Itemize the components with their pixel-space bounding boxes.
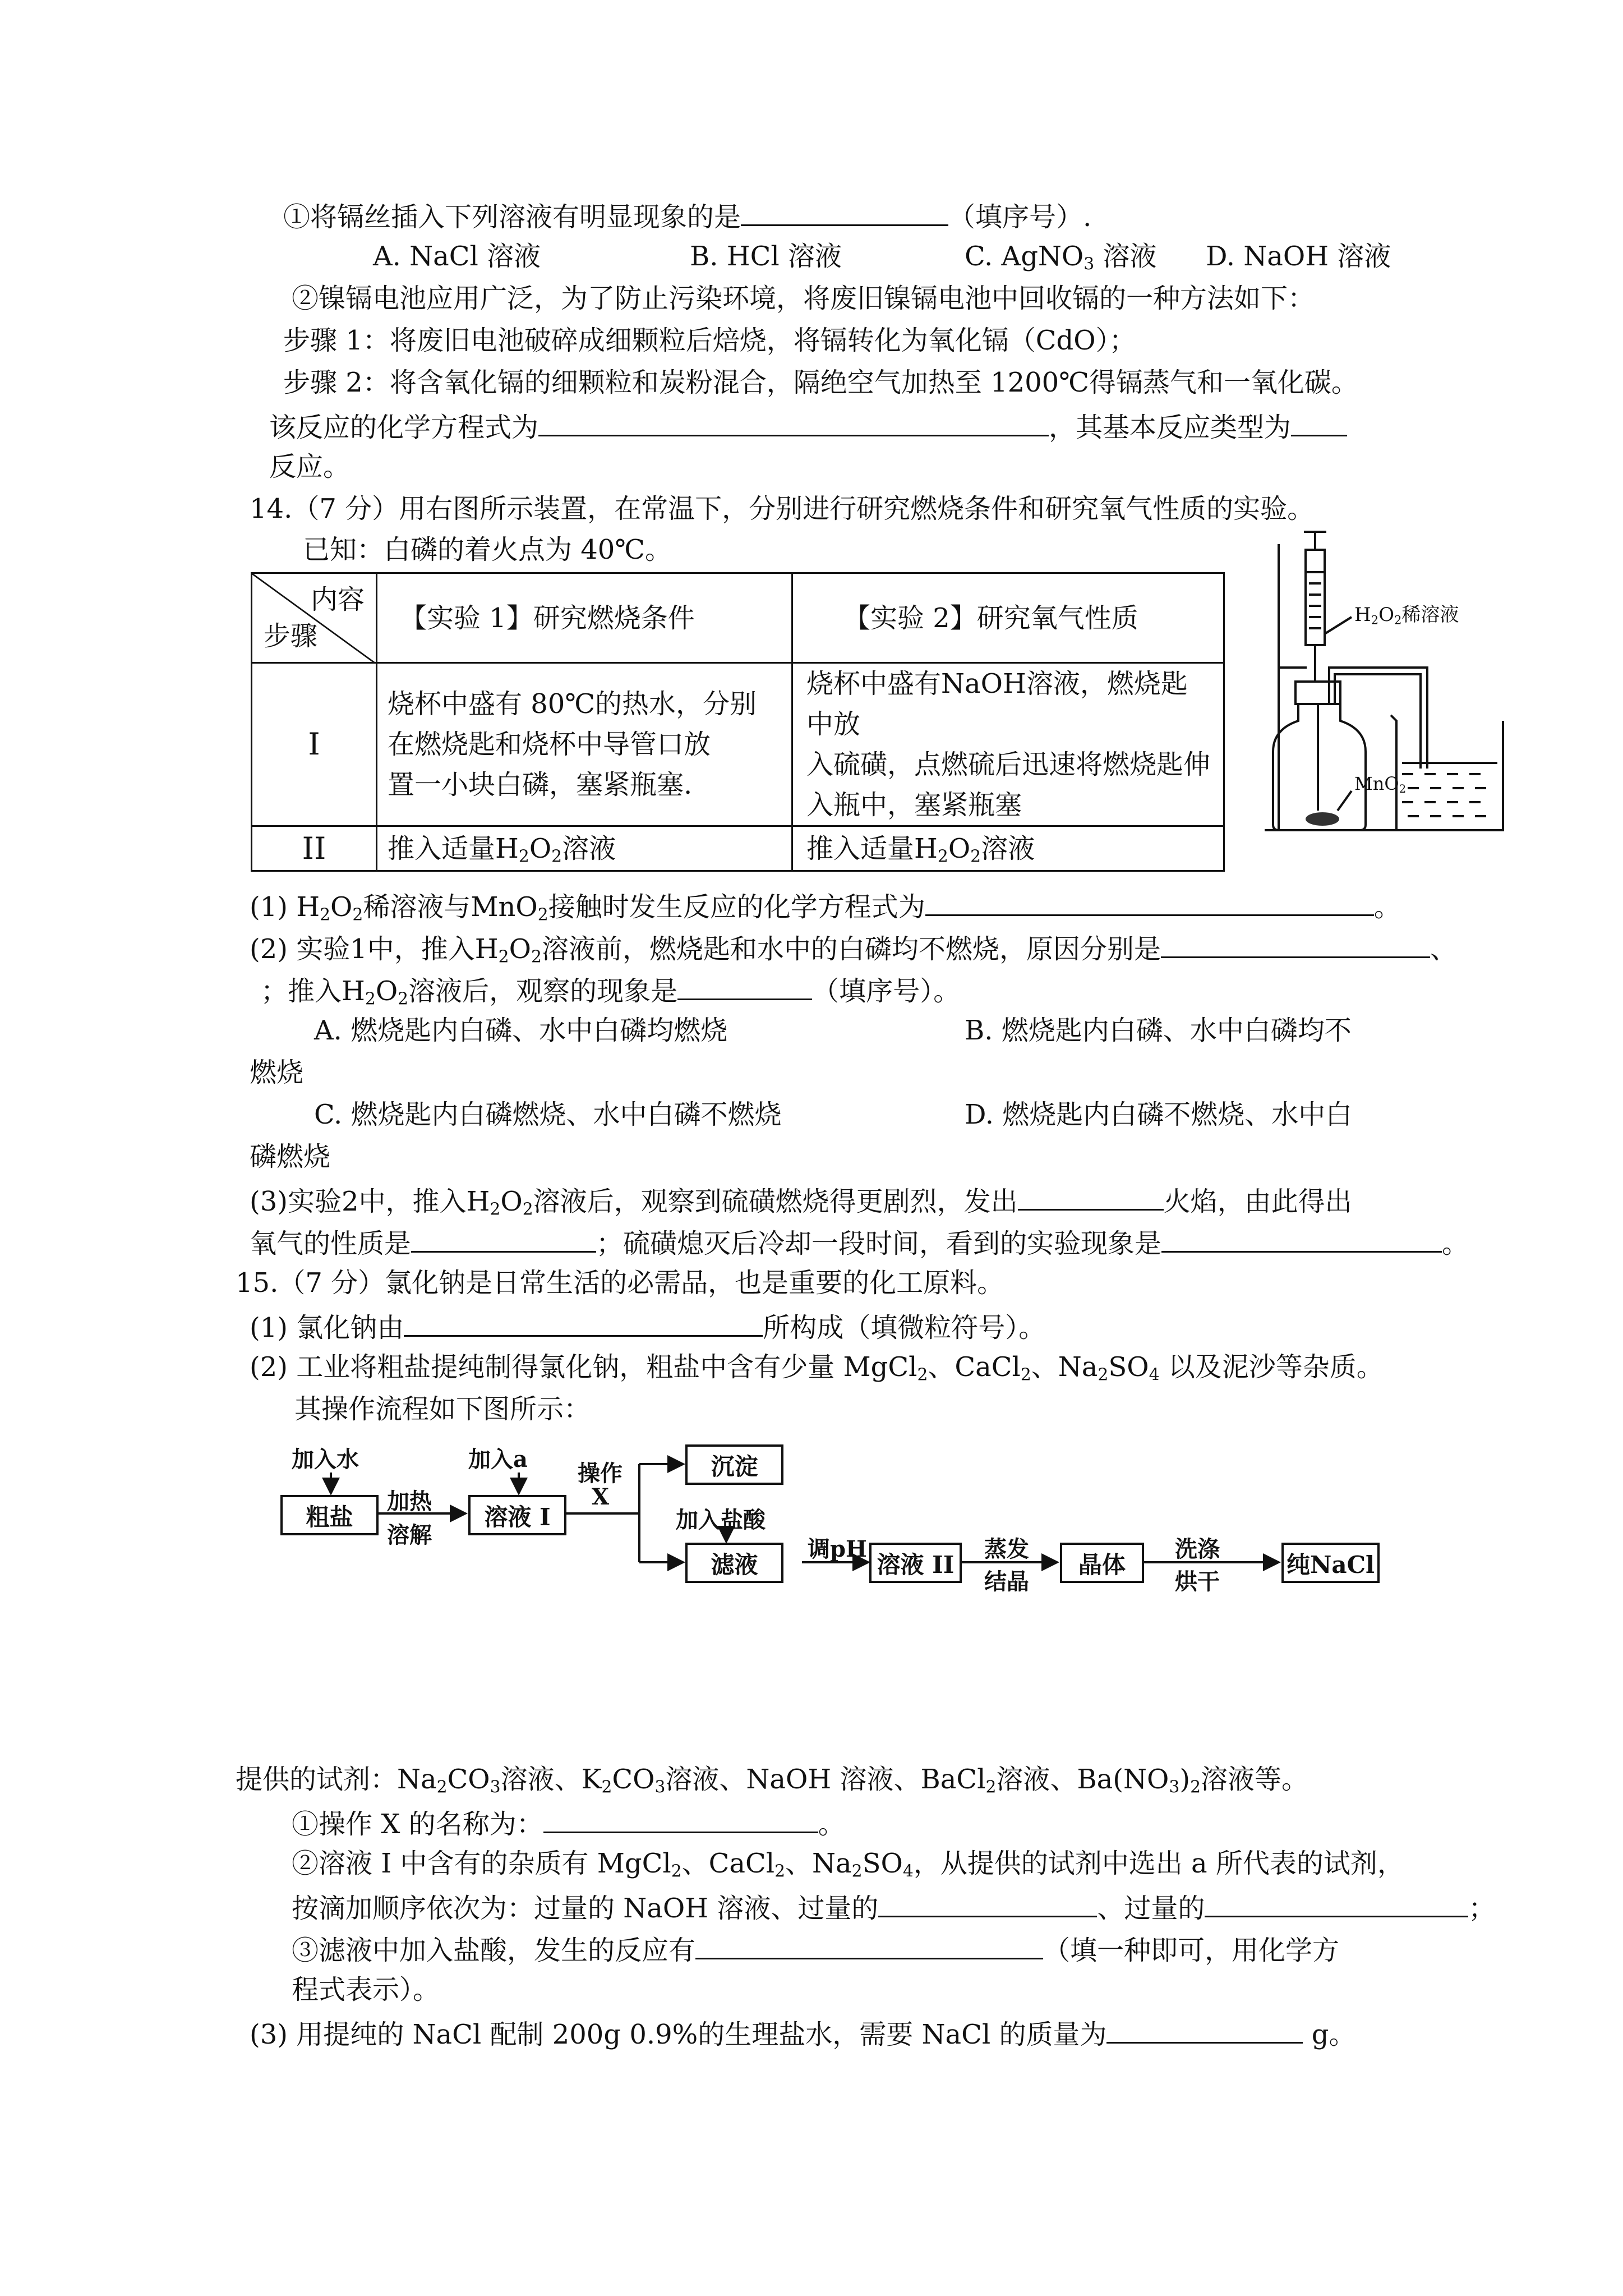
flow-solution-2: 溶液 II — [869, 1543, 962, 1583]
option-b: B. HCl 溶液 — [690, 241, 842, 272]
option-d: D. NaOH 溶液 — [1206, 241, 1391, 272]
flow-dry: 烘干 — [1175, 1568, 1220, 1595]
apparatus-figure — [1256, 527, 1604, 841]
cd-step2: 步骤 2：将含氧化镉的细颗粒和炭粉混合，隔绝空气加热至 1200℃得镉蒸气和一氧化碳。 — [283, 367, 1358, 398]
mno2-label: MnO$_2$ — [1354, 773, 1407, 795]
flow-precipitate: 沉淀 — [685, 1444, 783, 1485]
q14-p3: (3)实验2中，推入$H_2O_2$溶液后，观察到硫磺燃烧得更剧烈，发出 火焰，由此得出 — [250, 1181, 1352, 1220]
experiment-table — [251, 572, 1225, 872]
apparatus-drawing — [1256, 527, 1604, 841]
q15-s3b: 程式表示）。 — [292, 1974, 440, 2005]
flow-operation: 操作 — [578, 1460, 623, 1487]
q14-option-b-cont: 燃烧 — [250, 1057, 304, 1088]
q14-p2b: ；推入$H_2O_2$溶液后，观察的现象是 （填序号）。 — [250, 970, 960, 1009]
answer-blank[interactable] — [250, 972, 261, 1000]
answer-blank[interactable] — [538, 407, 1049, 436]
q14-p3b: 氧气的性质是 ；硫磺熄灭后冷却一段时间，看到的实验现象是 。 — [250, 1223, 1469, 1262]
flow-crystallize: 结晶 — [984, 1568, 1029, 1595]
q14-known: 已知：白磷的着火点为 40℃。 — [303, 534, 672, 565]
q15-s2b: 按滴加顺序依次为：过量的 NaOH 溶液、过量的 、过量的 ； — [292, 1888, 1495, 1926]
answer-blank[interactable] — [1106, 2014, 1303, 2044]
option-a: A. NaCl 溶液 — [373, 241, 541, 272]
row2-exp2: 推入适量$H_2O_2$溶液 — [792, 826, 1224, 871]
flow-solution-1: 溶液 I — [468, 1495, 566, 1535]
q15-s3: ③滤液中加入盐酸，发生的反应有 （填一种即可，用化学方 — [292, 1930, 1339, 1968]
cd-q1: ①将镉丝插入下列溶液有明显现象的是 （填序号）. — [283, 196, 1091, 235]
flow-adjust-ph: 调pH — [808, 1536, 867, 1562]
answer-blank[interactable] — [543, 1803, 818, 1833]
q14-p1: (1) $H_2O_2$稀溶液与MnO$_2$接触时发生反应的化学方程式为 。 — [250, 886, 1401, 925]
answer-blank[interactable] — [925, 886, 1374, 916]
header-content: 内容 — [310, 584, 365, 615]
q15-p2b: 其操作流程如下图所示： — [294, 1393, 591, 1425]
row1-exp2: 烧杯中盛有NaOH溶液，燃烧匙中放 入硫磺，点燃硫后迅速将燃烧匙伸 入瓶中，塞紧瓶塞 — [792, 663, 1224, 826]
cd-equation: 该反应的化学方程式为 ，其基本反应类型为 — [269, 407, 1347, 445]
answer-blank[interactable] — [404, 1307, 763, 1337]
q14-option-d-cont: 磷燃烧 — [250, 1141, 331, 1172]
header-exp2: 【实验 2】研究氧气性质 — [792, 573, 1224, 663]
flow-wash: 洗涤 — [1175, 1536, 1220, 1562]
flow-crystal: 晶体 — [1060, 1543, 1144, 1583]
flow-arrows — [280, 1442, 1402, 1610]
answer-blank[interactable] — [1205, 1888, 1468, 1917]
answer-blank[interactable] — [1018, 1181, 1164, 1211]
q15-title: 15.（7 分）氯化钠是日常生活的必需品，也是重要的化工原料。 — [236, 1267, 1004, 1299]
flow-add-water: 加入水 — [292, 1446, 359, 1473]
row1-exp1: 烧杯中盛有 80℃的热水，分别 在燃烧匙和烧杯中导管口放 置一小块白磷，塞紧瓶塞. — [377, 663, 792, 826]
flow-pure-nacl: 纯NaCl — [1281, 1543, 1380, 1583]
answer-blank[interactable] — [677, 970, 812, 1000]
flow-heat: 加热 — [387, 1488, 432, 1515]
flow-dissolve: 溶解 — [387, 1522, 432, 1548]
q15-s2: ②溶液 I 中含有的杂质有 MgCl$_2$、CaCl$_2$、$Na_2SO_4$，从提供的试剂中选出 a 所代表的试剂， — [292, 1848, 1404, 1881]
q15-p1: (1) 氯化钠由 所构成（填微粒符号）。 — [250, 1307, 1045, 1346]
q14-option-a: A. 燃烧匙内白磷、水中白磷均燃烧 — [314, 1015, 728, 1046]
q15-reagents: 提供的试剂：$Na_2CO_3$溶液、$K_2CO_3$溶液、NaOH 溶液、BaCl$_2$溶液、$Ba(NO_3)_2$溶液等。 — [236, 1764, 1309, 1797]
flow-evaporate: 蒸发 — [984, 1536, 1029, 1562]
table-header-diagonal — [252, 573, 377, 663]
cd-options — [373, 238, 541, 274]
flow-operation-x: X — [592, 1484, 610, 1510]
flow-chart — [280, 1442, 1402, 1610]
answer-blank[interactable] — [1161, 928, 1430, 958]
row2-label: II — [252, 826, 377, 871]
header-step: 步骤 — [264, 620, 318, 652]
flow-crude-salt: 粗盐 — [280, 1495, 379, 1535]
answer-blank[interactable] — [1291, 407, 1347, 436]
option-c: C. AgNO$_3$ 溶液 — [965, 241, 1157, 274]
q14-option-d: D. 燃烧匙内白磷不燃烧、水中白 — [965, 1099, 1353, 1130]
q15-p3: (3) 用提纯的 NaCl 配制 200g 0.9%的生理盐水，需要 NaCl 的质量为 g。 — [250, 2014, 1355, 2053]
answer-blank[interactable] — [695, 1930, 1043, 1959]
answer-blank[interactable] — [1161, 1223, 1442, 1253]
flow-add-hcl: 加入盐酸 — [676, 1507, 766, 1533]
answer-blank[interactable] — [741, 196, 948, 226]
q14-option-c: C. 燃烧匙内白磷燃烧、水中白磷不燃烧 — [314, 1099, 782, 1130]
q14-p2: (2) 实验1中，推入$H_2O_2$溶液前，燃烧匙和水中的白磷均不燃烧，原因分别是 、 — [250, 928, 1457, 967]
cd-step1: 步骤 1：将废旧电池破碎成细颗粒后焙烧，将镉转化为氧化镉（CdO）； — [283, 325, 1136, 356]
cd-q2: ②镍镉电池应用广泛，为了防止污染环境，将废旧镍镉电池中回收镉的一种方法如下： — [292, 283, 1315, 314]
q15-s1: ①操作 X 的名称为： 。 — [292, 1803, 845, 1842]
flow-add-a: 加入a — [468, 1446, 528, 1473]
row1-label: I — [252, 663, 377, 826]
q15-p2: (2) 工业将粗盐提纯制得氯化钠，粗盐中含有少量 MgCl$_2$、CaCl$_2$、$Na_2SO_4$ 以及泥沙等杂质。 — [250, 1351, 1384, 1385]
answer-blank[interactable] — [878, 1888, 1097, 1917]
flow-filtrate: 滤液 — [685, 1543, 783, 1583]
row2-exp1: 推入适量$H_2O_2$溶液 — [377, 826, 792, 871]
cd-equation-end: 反应。 — [269, 451, 351, 482]
q14-option-b: B. 燃烧匙内白磷、水中白磷均不 — [965, 1015, 1352, 1046]
header-exp1: 【实验 1】研究燃烧条件 — [377, 573, 792, 663]
q14-title: 14.（7 分）用右图所示装置，在常温下，分别进行研究燃烧条件和研究氧气性质的实验。 — [250, 493, 1315, 524]
answer-blank[interactable] — [411, 1223, 596, 1253]
h2o2-label: $H_2O_2$稀溶液 — [1354, 604, 1459, 627]
